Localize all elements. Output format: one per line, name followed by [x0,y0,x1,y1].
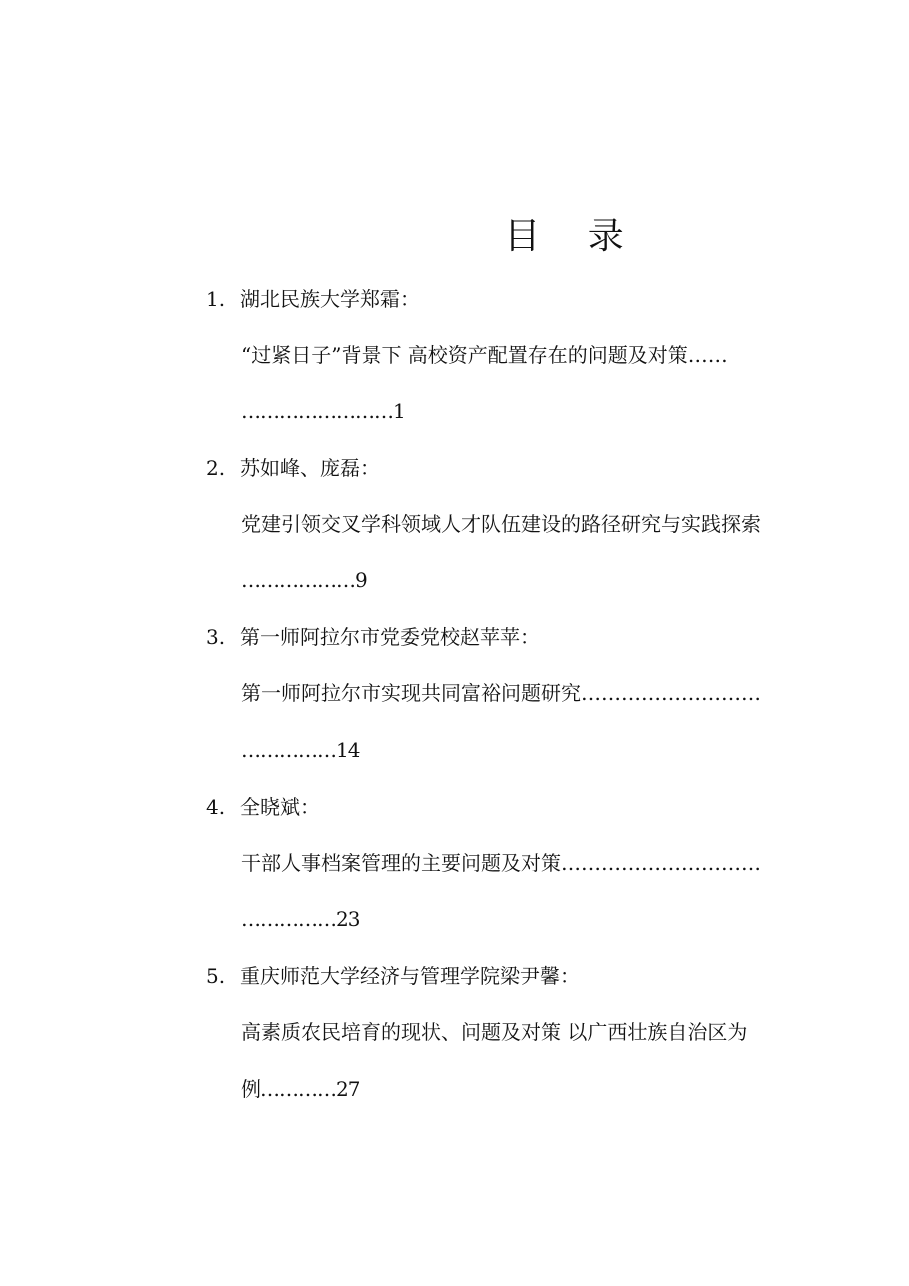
toc-entry-number: 1. [206,287,226,311]
toc-entry-4-author-line [206,793,320,821]
toc-entry-5-author-line [206,962,580,990]
toc-entry-3-title: 第一师阿拉尔市实现共同富裕问题研究……………………… [241,681,761,705]
toc-entry-author: 全晓斌： [240,795,320,819]
toc-entry-1-page-ref: ……………………1 [241,399,405,423]
toc-entry-author: 重庆师范大学经济与管理学院梁尹馨： [240,964,580,988]
toc-entry-3-author-line [206,623,540,651]
toc-entry-number: 2. [206,456,226,480]
toc-entry-2-title: 党建引领交叉学科领域人才队伍建设的路径研究与实践探索 [241,512,761,536]
toc-entry-1-title: “过紧日子”背景下 高校资产配置存在的问题及对策…… [241,343,728,367]
toc-entry-4-page-ref: ……………23 [241,907,360,931]
toc-entry-author: 苏如峰、庞磊： [240,456,380,480]
toc-entry-3-page-ref: ……………14 [241,738,360,762]
toc-entry-number: 3. [206,625,226,649]
toc-entry-number: 5. [206,964,226,988]
toc-entry-author: 湖北民族大学郑霜： [240,287,420,311]
toc-entry-2-page-ref: ………………9 [241,568,367,592]
toc-entry-1-author-line [206,285,420,313]
toc-entry-4-title: 干部人事档案管理的主要问题及对策………………………… [241,851,761,875]
toc-entry-number: 4. [206,795,226,819]
toc-entry-5-page-ref: 例…………27 [241,1077,360,1101]
toc-entry-5-title: 高素质农民培育的现状、问题及对策 以广西壮族自治区为 [241,1020,748,1044]
toc-entry-author: 第一师阿拉尔市党委党校赵苹苹： [240,625,540,649]
toc-entry-2-author-line [206,454,380,482]
toc-heading: 目 录 [504,216,642,257]
